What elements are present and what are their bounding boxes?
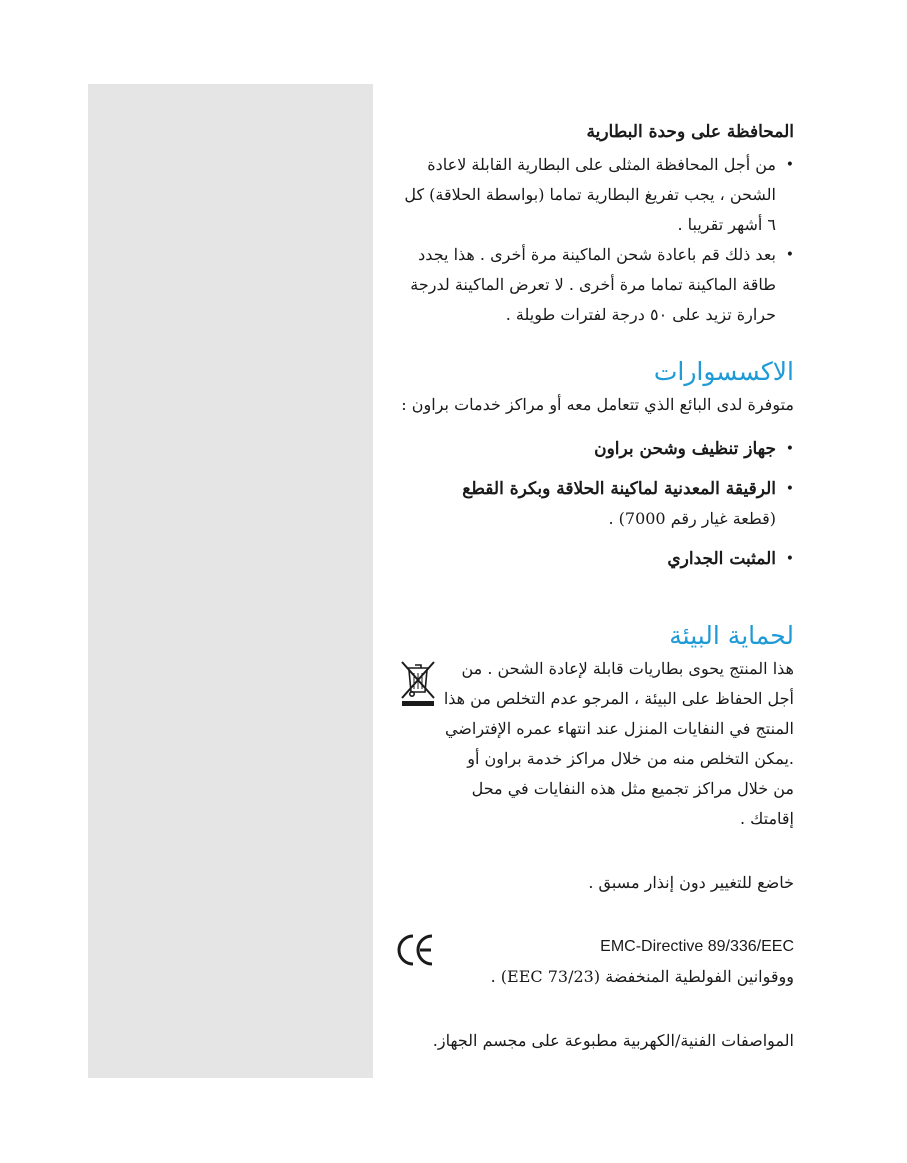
crossed-wheelie-bin-icon bbox=[398, 658, 438, 708]
environment-text: هذا المنتج يحوى بطاريات قابلة لإعادة الشحن . من أجل الحفاظ على البيئة ، المرجو عدم التخلص من هذا المنتج في النفايات المنزل عند انتهاء عمره الإفتراضي .يمكن التخلص منه من خلال مراكز خدمة براون أو من خلال مراكز تجميع مثل هذه النفايات في محل إقامتك . bbox=[443, 659, 794, 828]
content-column bbox=[396, 118, 794, 1056]
gray-side-panel bbox=[88, 84, 373, 1078]
battery-bullet-2: • بعد ذلك قم باعادة شحن الماكينة مرة أخرى . هذا يجدد طاقة الماكينة تماما مرة أخرى . لا تعرض الماكينة لدرجة حرارة تزيد على ٥٠ درجة لفترات طويلة . bbox=[396, 240, 794, 330]
ce-mark-icon bbox=[396, 932, 436, 968]
environment-section bbox=[396, 618, 794, 834]
battery-bullet-1: • من أجل المحافظة المثلى على البطارية القابلة لاعادة الشحن ، يجب تفريغ البطارية تماما (بواسطة الحلاقة) كل ٦ أشهر تقريبا . bbox=[396, 150, 794, 240]
change-notice: خاضع للتغيير دون إنذار مسبق . bbox=[588, 873, 794, 892]
accessories-heading: الاكسسوارات bbox=[653, 357, 794, 386]
accessory-item-label: الرقيقة المعدنية لماكينة الحلاقة وبكرة القطع bbox=[462, 479, 776, 499]
accessory-item-label: المثبت الجداري bbox=[667, 549, 776, 569]
battery-bullets bbox=[396, 150, 794, 330]
battery-heading: المحافظة على وحدة البطارية bbox=[586, 122, 794, 142]
accessories-intro: متوفرة لدى البائع الذي تتعامل معه أو مراكز خدمات براون : bbox=[401, 395, 794, 414]
accessories-section bbox=[396, 354, 794, 574]
accessories-list bbox=[396, 434, 794, 574]
environment-block bbox=[396, 654, 794, 834]
specs-note: المواصفات الفنية/الكهربية مطبوعة على مجسم الجهاز. bbox=[432, 1031, 794, 1050]
accessory-item-label: جهاز تنظيف وشحن براون bbox=[594, 439, 776, 459]
accessory-item-1 bbox=[396, 434, 794, 464]
battery-section bbox=[396, 118, 794, 330]
compliance-text bbox=[396, 932, 794, 992]
environment-heading: لحماية البيئة bbox=[669, 621, 794, 650]
compliance-section bbox=[396, 932, 794, 992]
emc-directive: EMC-Directive 89/336/EEC bbox=[600, 938, 794, 955]
low-voltage-directive: ووقوانين الفولطية المنخفضة (73/23 EEC) . bbox=[490, 967, 794, 986]
accessory-item-note: (قطعة غيار رقم 7000) . bbox=[608, 509, 776, 528]
accessory-item-2 bbox=[396, 474, 794, 534]
accessory-item-3 bbox=[396, 544, 794, 574]
